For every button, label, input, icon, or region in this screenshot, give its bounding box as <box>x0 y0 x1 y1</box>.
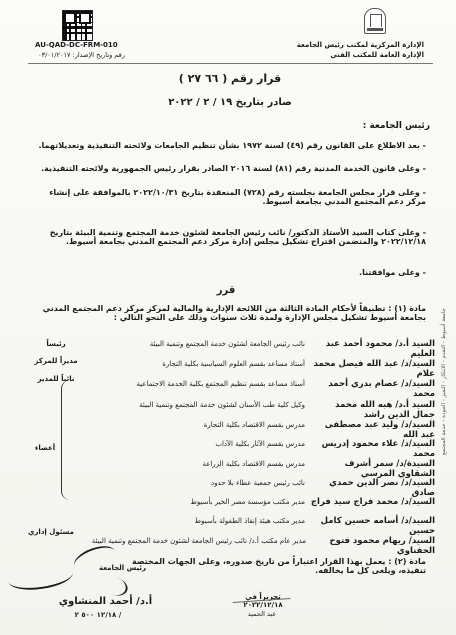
header-divider <box>28 63 433 64</box>
paragraph-4: - وعلى كتاب السيد الأستاذ الدكتور/ نائب رئيس الجامعة لشئون خدمة المجتمع وتنمية البيئة بتاريخ ٢٠٢٢/١٢/١٨ والمتضمن اقتراح تشكيل مجلس إدارة مركز دعم المجتمع المدني بجامعة أسيوط. <box>49 228 426 247</box>
article-2: مادة (٢) : يعمل بهذا القرار اعتباراً من تاريخ صدوره، وعلى الجهات المختصة تنفيذه، ويلغى كل ما يخالفه. <box>132 557 426 576</box>
members-label: أعضاء <box>34 444 56 452</box>
row-7-name: السيدة/د/ سمر أشرف الشقاوي المرسي <box>344 459 435 479</box>
decision-number: قرار رقم ( ٦٦ ٢٧ ) <box>178 72 282 85</box>
issue-date: رقم وتاريخ الإصدار: ٠٣/٠١/٢٠١٧ <box>38 51 125 59</box>
row-4-role: وكيل كلية طب الأسنان لشئون خدمة المجتمع وتنمية البيئة <box>139 401 305 409</box>
vertical-side-note: جامعة أسيوط - التقدم - الابتكار - التميز - الجودة - خدمة المجتمع <box>441 308 447 455</box>
row-11-side: مسئول إداري <box>27 528 75 536</box>
row-2-name: السيد/د/ عبد الله فيصل محمد علام <box>313 359 435 379</box>
row-3-role: أستاذ مساعد بقسم تنظيم المجتمع بكلية الخدمة الاجتماعية <box>136 380 305 388</box>
row-1-side: رئيساً <box>46 340 66 348</box>
row-9-role: مدير مكتب مؤسسة مصر الخير بأسيوط <box>190 498 305 506</box>
row-1-role: نائب رئيس الجامعة لشئون خدمة المجتمع وتنمية البيئة <box>149 340 305 348</box>
bottom-note: ١٢/١٨ ٥٠٠ ٢ / <box>74 611 122 619</box>
row-4-name: السيد أ.د/ هبه الله محمد جمال الدين راشد <box>335 400 435 420</box>
row-5-name: السيد/د/ وليد عبد مصطفى عبد الله <box>324 420 435 440</box>
document-code: AU-QAD-DC-FRM-010 <box>35 41 118 49</box>
decree-heading: قرر <box>216 285 236 296</box>
row-6-name: السيد/د/ علاء محمود إدريس محمد <box>321 439 435 459</box>
row-2-role: أستاذ مساعد بقسم العلوم السياسية بكلية التجارة <box>162 360 305 368</box>
row-3-name: السيد/د/ عصام بدري أحمد محمد <box>328 379 435 399</box>
row-7-role: مدرس بقسم الاقتصاد بكلية الزراعة <box>202 460 305 468</box>
decision-date: صادر بتاريخ ١٩ / ٢ / ٢٠٢٢ <box>168 97 292 108</box>
row-1-name: السيد أ.د/ محمود أحمد عبد العليم <box>325 339 435 359</box>
row-10-role: مدير مكتب هيئة إنقاذ الطفولة بأسيوط <box>194 517 305 525</box>
university-logo-icon <box>364 8 386 34</box>
small-note: عبد الحميد <box>247 610 277 618</box>
qr-code <box>62 10 93 41</box>
row-11-name: السيد/ ريهام محمود فتوح الحفناوي <box>329 536 435 556</box>
office-line-2: الإدارة العامة للمكتب الفني <box>330 51 424 59</box>
row-6-role: مدرس بقسم الآثار بكلية الآداب <box>215 440 305 448</box>
row-5-role: مدرس بقسم الاقتصاد بكلية التجارة <box>203 421 305 429</box>
members-bracket <box>61 380 70 500</box>
signature-mark <box>7 561 75 594</box>
paragraph-1: - بعد الاطلاع على القانون رقم (٤٩) لسنة ١٩٧٢ بشأن تنظيم الجامعات ولائحته التنفيذية وتعديلاتهما. <box>38 141 426 150</box>
row-8-role: نائب رئيس جمعية عطاء بلا حدود <box>211 479 305 487</box>
office-line-1: الإدارة المركزية لمكتب رئيس الجامعة <box>296 41 424 49</box>
paragraph-5: - وعلى موافقتنا. <box>359 268 426 277</box>
paragraph-2: - وعلى قانون الخدمة المدنية رقم (٨١) لسنة ٢٠١٦ الصادر بقرار رئيس الجمهورية ولائحته التنفيذية. <box>41 164 426 173</box>
row-3-side: نائباً للمدير <box>37 375 75 383</box>
intro-title: رئيس الجامعة : <box>362 121 430 131</box>
date-underline <box>231 580 290 603</box>
row-10-name: السيد/د/ أسامه حسين كامل حسين <box>320 516 435 536</box>
handwritten-date: تحريراً في ٢٠٢٢/١٢/١٨ <box>243 593 283 609</box>
president-title: رئيس الجامعة <box>98 564 147 572</box>
row-2-side: مديراً للمركز <box>34 357 78 365</box>
row-8-name: السيد/د/ نصر الدين حمدي صادق <box>329 478 435 498</box>
row-11-role: مدير عام مكتب أ.د/ نائب رئيس الجامعة لشئون خدمة المجتمع وتنمية البيئة <box>91 537 306 545</box>
article-1: مادة (١) : تطبيقاً لأحكام المادة الثالثة من اللائحة الإدارية والمالية لمركز مركز دعم المجتمع المدني بجامعة أسيوط تشكيل مجلس الإدارة ولمدة ثلاث سنوات وذلك على النحو التالي : <box>42 304 426 323</box>
row-9-name: السيد/د/ محمد فراج سيد فراج <box>310 497 435 507</box>
paragraph-3: - وعلى قرار مجلس الجامعة بجلسته رقم (٧٢٨) المنعقدة بتاريخ ٢٠٢٢/١٠/٣١ بالموافقة على إنشاء مركز دعم المجتمع المدني بجامعة أسيوط. <box>49 188 426 207</box>
president-name: أ.د/ أحمد المنشاوي <box>58 596 153 607</box>
